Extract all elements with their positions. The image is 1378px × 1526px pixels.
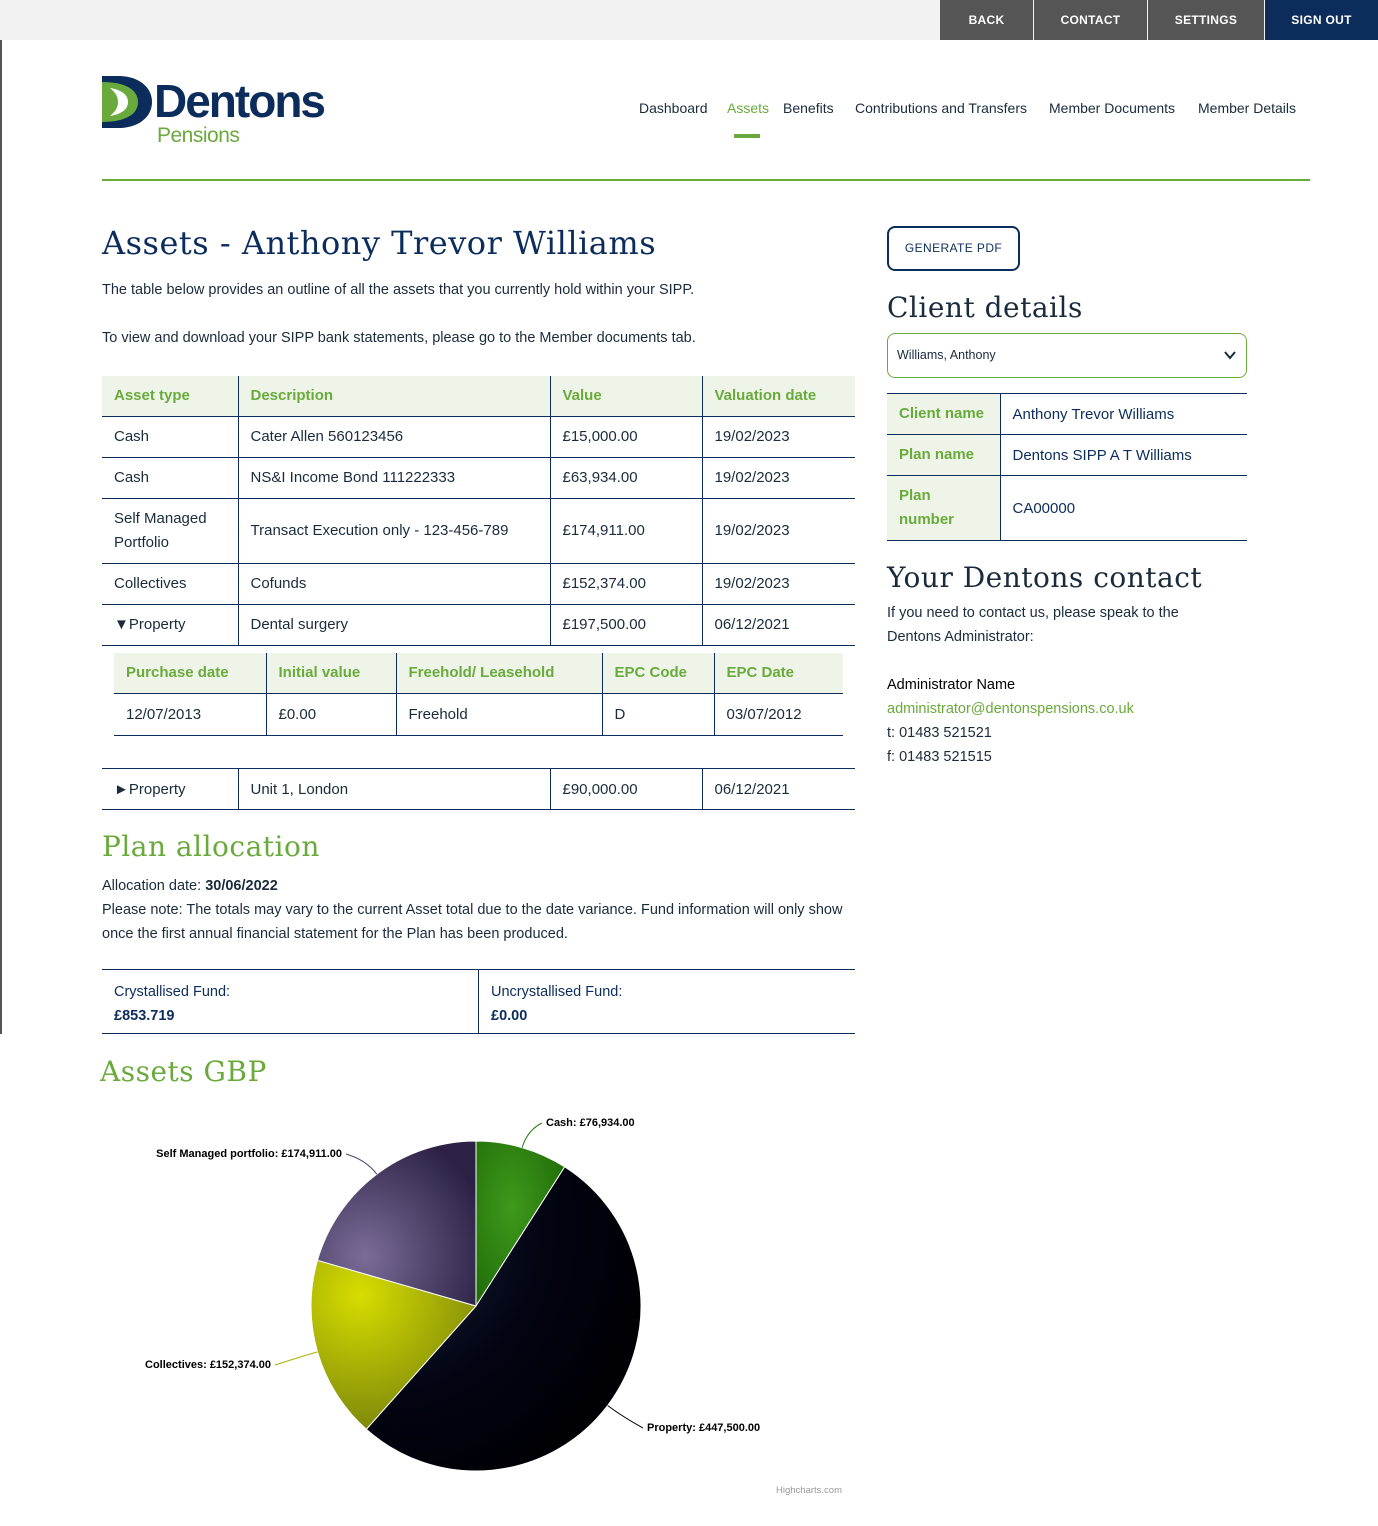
table-row	[887, 476, 1247, 541]
allocation-note: Please note: The totals may vary to the current Asset total due to the date variance. Fund information will only show once the first annual financial statement for the Plan has been produced.	[102, 902, 843, 942]
pie-slices	[311, 1141, 641, 1471]
pie-label: Cash: £76,934.00	[546, 1117, 635, 1129]
asset-date: 19/02/2023	[702, 416, 855, 457]
pie-connector	[275, 1352, 317, 1365]
plan-allocation-text	[102, 874, 862, 946]
header-divider	[102, 179, 1310, 181]
admin-fax: f: 01483 521515	[887, 749, 992, 765]
crystallised-fund	[102, 970, 479, 1033]
epc-code: D	[602, 693, 714, 735]
page-title: Assets - Anthony Trevor Williams	[102, 224, 657, 262]
admin-name: Administrator Name	[887, 677, 1016, 693]
asset-type: Collectives	[102, 563, 238, 604]
table-row	[102, 457, 855, 498]
client-name-label: Client name	[887, 394, 1000, 435]
uncrystallised-fund	[479, 970, 855, 1033]
asset-description: Dental surgery	[238, 604, 550, 645]
contact-title: Your Dentons contact	[887, 561, 1203, 594]
client-name-value: Anthony Trevor Williams	[1000, 394, 1247, 435]
asset-value: £174,911.00	[550, 498, 702, 563]
admin-email-link[interactable]: administrator@dentonspensions.co.uk	[887, 701, 1134, 717]
column-header: Initial value	[266, 653, 396, 693]
chart-title: Assets GBP	[100, 1055, 267, 1088]
column-header: Freehold/ Leasehold	[396, 653, 602, 693]
administrator-contact	[887, 673, 1134, 769]
table-row	[102, 416, 855, 457]
asset-date: 19/02/2023	[702, 563, 855, 604]
table-header-row	[102, 376, 855, 416]
chevron-down-icon	[1224, 334, 1236, 394]
asset-description: Cofunds	[238, 563, 550, 604]
asset-value: £63,934.00	[550, 457, 702, 498]
column-header: Valuation date	[702, 376, 855, 416]
pie-connector	[608, 1406, 643, 1428]
generate-pdf-button[interactable]: GENERATE PDF	[887, 226, 1020, 271]
crystallised-label: Crystallised Fund:	[114, 984, 231, 1000]
dentons-logo[interactable]	[100, 72, 350, 152]
logo-name: Dentons	[154, 75, 324, 127]
nav-active-indicator	[734, 134, 760, 138]
chart-credit[interactable]: Highcharts.com	[776, 1485, 842, 1496]
asset-type: Cash	[102, 457, 238, 498]
left-border	[0, 0, 2, 1034]
pie-connector	[346, 1154, 377, 1174]
allocation-date: 30/06/2022	[205, 878, 278, 894]
assets-table-continued	[102, 768, 855, 810]
column-header: Asset type	[102, 376, 238, 416]
intro-documents-text: To view and download your SIPP bank statements, please go to the Member documents tab.	[102, 330, 696, 346]
property-row-collapsed[interactable]	[102, 769, 855, 810]
sign-out-button[interactable]: SIGN OUT	[1265, 0, 1378, 40]
property-detail-table	[114, 653, 843, 736]
column-header: Purchase date	[114, 653, 266, 693]
table-row	[887, 435, 1247, 476]
uncrystallised-value: £0.00	[491, 1008, 528, 1024]
uncrystallised-label: Uncrystallised Fund:	[491, 984, 623, 1000]
column-header: EPC Date	[714, 653, 843, 693]
asset-value: £152,374.00	[550, 563, 702, 604]
plan-number-label: Plan number	[887, 476, 1000, 541]
column-header: Value	[550, 376, 702, 416]
table-row	[102, 498, 855, 563]
asset-description: Transact Execution only - 123-456-789	[238, 498, 550, 563]
assets-pie-chart	[100, 1100, 860, 1510]
asset-date: 19/02/2023	[702, 498, 855, 563]
client-select-value: Williams, Anthony	[897, 348, 996, 362]
asset-value: £197,500.00	[550, 604, 702, 645]
column-header: EPC Code	[602, 653, 714, 693]
plan-name-value: Dentons SIPP A T Williams	[1000, 435, 1247, 476]
asset-description: Unit 1, London	[238, 769, 550, 810]
pie-label: Self Managed portfolio: £174,911.00	[156, 1148, 342, 1160]
epc-date: 03/07/2012	[714, 693, 843, 735]
contact-button[interactable]: CONTACT	[1034, 0, 1147, 40]
initial-value: £0.00	[266, 693, 396, 735]
pie-label: Property: £447,500.00	[647, 1422, 761, 1434]
assets-table	[102, 376, 855, 646]
client-details-title: Client details	[887, 291, 1083, 324]
contact-intro-line: Dentons Administrator:	[887, 629, 1034, 645]
funds-summary	[102, 969, 855, 1034]
asset-type-toggle[interactable]: ►Property	[102, 769, 238, 810]
nav-contributions[interactable]: Contributions and Transfers	[855, 100, 1027, 116]
tenure: Freehold	[396, 693, 602, 735]
nav-member-details[interactable]: Member Details	[1198, 100, 1297, 116]
asset-description: NS&I Income Bond 111222333	[238, 457, 550, 498]
top-bar	[0, 0, 1378, 40]
asset-type: Cash	[102, 416, 238, 457]
pie-connector	[522, 1123, 542, 1148]
admin-phone: t: 01483 521521	[887, 725, 992, 741]
contact-intro	[887, 601, 1179, 649]
plan-name-label: Plan name	[887, 435, 1000, 476]
nav-assets[interactable]: Assets	[727, 100, 770, 116]
pie-label: Collectives: £152,374.00	[145, 1359, 271, 1371]
asset-type-toggle[interactable]: ▼Property	[102, 604, 238, 645]
logo-sub: Pensions	[157, 124, 240, 147]
asset-value: £15,000.00	[550, 416, 702, 457]
asset-date: 06/12/2021	[702, 769, 855, 810]
asset-date: 19/02/2023	[702, 457, 855, 498]
table-row	[114, 693, 843, 735]
logo-mark-icon	[100, 74, 154, 130]
client-details-table	[887, 393, 1247, 541]
intro-text: The table below provides an outline of all the assets that you currently hold within your SIPP.	[102, 282, 695, 298]
table-header-row	[114, 653, 843, 693]
contact-intro-line: If you need to contact us, please speak to the	[887, 605, 1179, 621]
purchase-date: 12/07/2013	[114, 693, 266, 735]
asset-type: Self Managed Portfolio	[102, 498, 238, 563]
plan-number-value: CA00000	[1000, 476, 1247, 541]
nav-benefits[interactable]: Benefits	[783, 100, 834, 116]
crystallised-value: £853.719	[114, 1008, 175, 1024]
table-row	[102, 563, 855, 604]
property-row-expanded[interactable]	[102, 604, 855, 645]
nav-member-documents[interactable]: Member Documents	[1049, 100, 1176, 116]
settings-button[interactable]: SETTINGS	[1148, 0, 1264, 40]
back-button[interactable]: BACK	[940, 0, 1033, 40]
allocation-date-label: Allocation date:	[102, 878, 202, 894]
plan-allocation-title: Plan allocation	[102, 830, 320, 863]
nav-dashboard[interactable]: Dashboard	[639, 100, 708, 116]
asset-value: £90,000.00	[550, 769, 702, 810]
column-header: Description	[238, 376, 550, 416]
asset-date: 06/12/2021	[702, 604, 855, 645]
table-row	[887, 394, 1247, 435]
asset-description: Cater Allen 560123456	[238, 416, 550, 457]
client-select[interactable]	[887, 333, 1247, 378]
